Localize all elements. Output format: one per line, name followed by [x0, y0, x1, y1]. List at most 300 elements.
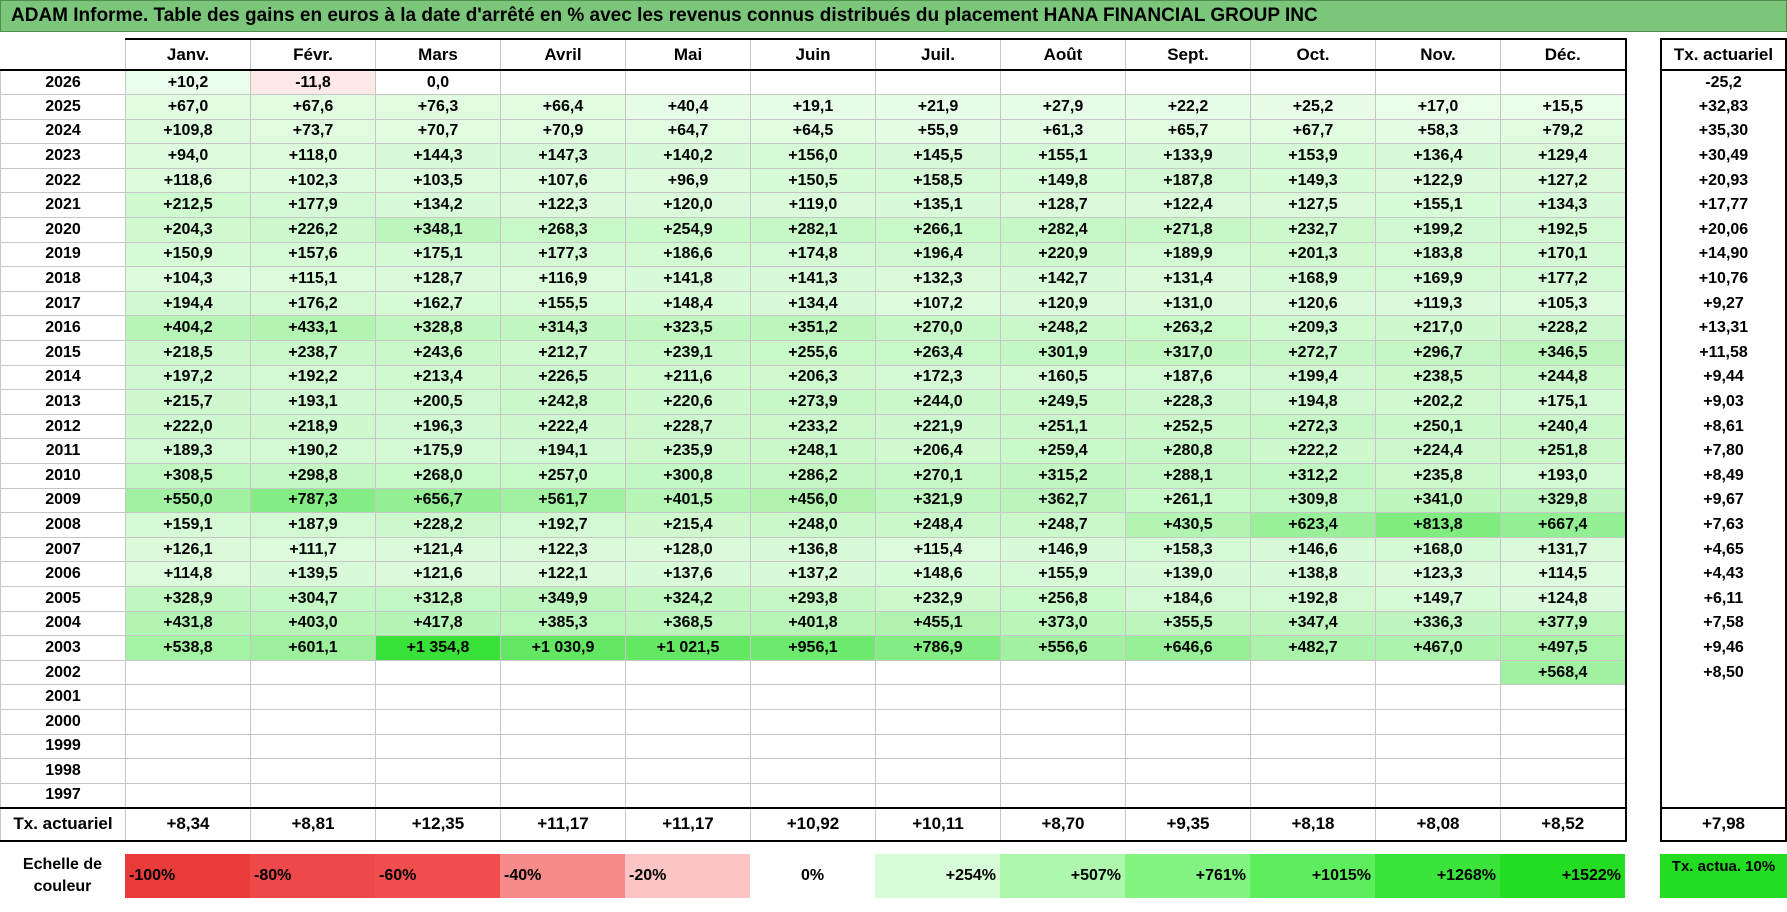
gain-cell [1376, 759, 1501, 784]
table-row [1, 562, 1626, 587]
gain-cell [1126, 70, 1251, 95]
gain-cell: +122,4 [1126, 193, 1251, 218]
gain-cell: +142,7 [1001, 267, 1126, 292]
gain-cell [626, 709, 751, 734]
gain-cell: +482,7 [1251, 636, 1376, 661]
gain-cell [1501, 70, 1626, 95]
gain-cell: +79,2 [1501, 119, 1626, 144]
gain-cell: +226,5 [501, 365, 626, 390]
tx-actuariel-value: +10,76 [1698, 270, 1749, 288]
table-row [1, 636, 1626, 661]
gain-cell [126, 783, 251, 808]
gain-cell: +467,0 [1376, 636, 1501, 661]
color-scale-legend [0, 850, 1787, 902]
gain-cell: +538,8 [126, 636, 251, 661]
gain-cell [1001, 709, 1126, 734]
gain-cell: +64,7 [626, 119, 751, 144]
gain-cell: +667,4 [1501, 513, 1626, 538]
gain-cell: +568,4 [1501, 660, 1626, 685]
gain-cell: +15,5 [1501, 95, 1626, 120]
gain-cell: +172,3 [876, 365, 1001, 390]
gain-cell [376, 685, 501, 710]
gain-cell: +183,8 [1376, 242, 1501, 267]
gain-cell: +304,7 [251, 586, 376, 611]
gain-cell: +193,1 [251, 390, 376, 415]
gain-cell: +268,3 [501, 218, 626, 243]
gain-cell: +222,4 [501, 414, 626, 439]
gain-cell: +175,1 [376, 242, 501, 267]
year-label: 2006 [1, 562, 126, 587]
gains-table [0, 38, 1627, 842]
gain-cell [501, 783, 626, 808]
gain-cell: +623,4 [1251, 513, 1376, 538]
gain-cell: +235,9 [626, 439, 751, 464]
table-row [1, 291, 1626, 316]
gain-cell: +206,4 [876, 439, 1001, 464]
table-row [1, 734, 1626, 759]
gain-cell [501, 759, 626, 784]
gain-cell: +102,3 [251, 168, 376, 193]
gain-cell: +341,0 [1376, 488, 1501, 513]
gain-cell: +107,6 [501, 168, 626, 193]
gain-cell: +403,0 [251, 611, 376, 636]
gain-cell [1501, 759, 1626, 784]
year-label: 2004 [1, 611, 126, 636]
gain-cell: +127,5 [1251, 193, 1376, 218]
footer-rate-cell: +12,35 [376, 808, 501, 841]
footer-rate-cell: +9,35 [1126, 808, 1251, 841]
gain-cell: +114,8 [126, 562, 251, 587]
tx-actuariel-value [1661, 734, 1786, 759]
gain-cell: +155,5 [501, 291, 626, 316]
footer-label: Tx. actuariel [1, 808, 126, 841]
gain-cell [1501, 783, 1626, 808]
gain-cell: +199,4 [1251, 365, 1376, 390]
gain-cell [751, 783, 876, 808]
gain-cell [1126, 783, 1251, 808]
gain-cell: +200,5 [376, 390, 501, 415]
gain-cell: +263,2 [1126, 316, 1251, 341]
gain-cell: +21,9 [876, 95, 1001, 120]
tx-actuariel-value: +7,58 [1703, 614, 1744, 632]
month-header: Août [1001, 39, 1126, 70]
gain-cell: +124,8 [1501, 586, 1626, 611]
gain-cell: +220,6 [626, 390, 751, 415]
gain-cell: +456,0 [751, 488, 876, 513]
gain-cell: +324,2 [626, 586, 751, 611]
gain-cell: +140,2 [626, 144, 751, 169]
gain-cell: +323,5 [626, 316, 751, 341]
year-label: 2010 [1, 464, 126, 489]
legend-swatch: 0% [750, 854, 875, 898]
gain-cell: +497,5 [1501, 636, 1626, 661]
month-header: Juil. [876, 39, 1001, 70]
gain-cell: +67,7 [1251, 119, 1376, 144]
gain-cell: +177,3 [501, 242, 626, 267]
tx-actuariel-value [1661, 685, 1786, 710]
table-row [1, 414, 1626, 439]
gain-cell: +286,2 [751, 464, 876, 489]
gain-cell: +956,1 [751, 636, 876, 661]
gain-cell: +257,0 [501, 464, 626, 489]
gain-cell: +192,2 [251, 365, 376, 390]
tx-actuariel-value: +35,30 [1698, 122, 1749, 140]
tx-actuariel-value: +30,49 [1698, 147, 1749, 165]
year-label: 2019 [1, 242, 126, 267]
year-label: 2018 [1, 267, 126, 292]
gain-cell: +362,7 [1001, 488, 1126, 513]
gain-cell: +401,5 [626, 488, 751, 513]
gain-cell: +128,7 [1001, 193, 1126, 218]
table-row [1, 586, 1626, 611]
gain-cell: +146,6 [1251, 537, 1376, 562]
gain-cell [1251, 70, 1376, 95]
gain-cell [876, 660, 1001, 685]
gain-cell [1376, 660, 1501, 685]
table-row [1, 365, 1626, 390]
gain-cell [251, 660, 376, 685]
gain-cell: +226,2 [251, 218, 376, 243]
gain-cell: +189,3 [126, 439, 251, 464]
gain-cell: +417,8 [376, 611, 501, 636]
gain-cell: +118,6 [126, 168, 251, 193]
gain-cell: +202,2 [1376, 390, 1501, 415]
month-header: Déc. [1501, 39, 1626, 70]
gain-cell: +141,8 [626, 267, 751, 292]
month-header: Oct. [1251, 39, 1376, 70]
gain-cell: +168,9 [1251, 267, 1376, 292]
gain-cell: +158,3 [1126, 537, 1251, 562]
table-row [1, 513, 1626, 538]
gain-cell [501, 734, 626, 759]
gain-cell [1376, 783, 1501, 808]
gain-cell: +141,3 [751, 267, 876, 292]
gain-cell: +228,3 [1126, 390, 1251, 415]
gain-cell: +131,0 [1126, 291, 1251, 316]
gain-cell: +404,2 [126, 316, 251, 341]
gain-cell: +656,7 [376, 488, 501, 513]
gain-cell: +134,2 [376, 193, 501, 218]
gain-cell [751, 660, 876, 685]
gain-cell: +168,0 [1376, 537, 1501, 562]
tx-actuariel-value: +32,83 [1698, 97, 1749, 115]
tx-actuariel-value: +20,93 [1698, 171, 1749, 189]
gain-cell: +10,2 [126, 70, 251, 95]
year-label: 2017 [1, 291, 126, 316]
gain-cell: +55,9 [876, 119, 1001, 144]
legend-swatch: +1015% [1250, 854, 1375, 898]
gain-cell: +228,2 [1501, 316, 1626, 341]
gain-cell [376, 734, 501, 759]
gain-cell: +280,8 [1126, 439, 1251, 464]
gain-cell: +244,8 [1501, 365, 1626, 390]
legend-actuarial-rate: Tx. actua. 10% [1660, 854, 1787, 898]
gain-cell [1126, 685, 1251, 710]
gain-cell: +251,8 [1501, 439, 1626, 464]
gain-cell: +187,9 [251, 513, 376, 538]
table-row [1, 144, 1626, 169]
gain-cell: +175,9 [376, 439, 501, 464]
footer-rate-cell: +8,18 [1251, 808, 1376, 841]
gain-cell: +268,0 [376, 464, 501, 489]
gain-cell: +321,9 [876, 488, 1001, 513]
gain-cell: +315,2 [1001, 464, 1126, 489]
gain-cell: +373,0 [1001, 611, 1126, 636]
gain-cell: +232,9 [876, 586, 1001, 611]
gain-cell: +193,0 [1501, 464, 1626, 489]
tx-actuariel-value: +8,49 [1703, 466, 1744, 484]
gain-cell: +215,4 [626, 513, 751, 538]
gain-cell [1376, 709, 1501, 734]
tx-actuariel-value: +11,58 [1699, 343, 1748, 361]
gain-cell: +347,4 [1251, 611, 1376, 636]
gain-cell: +115,4 [876, 537, 1001, 562]
gain-cell: +159,1 [126, 513, 251, 538]
table-row [1, 70, 1626, 95]
legend-swatch: -20% [625, 854, 750, 898]
gain-cell: +119,0 [751, 193, 876, 218]
gain-cell: +646,6 [1126, 636, 1251, 661]
gain-cell: +19,1 [751, 95, 876, 120]
table-row [1, 611, 1626, 636]
gain-cell: +296,7 [1376, 341, 1501, 366]
gain-cell: +433,1 [251, 316, 376, 341]
gain-cell: +385,3 [501, 611, 626, 636]
gain-cell: +196,3 [376, 414, 501, 439]
gain-cell: +215,7 [126, 390, 251, 415]
gain-cell: +309,8 [1251, 488, 1376, 513]
page-title: ADAM Informe. Table des gains en euros à la date d'arrêté en % avec les revenus connus distribués du placement HANA FINANCIAL GROUP INC [0, 0, 1787, 32]
gain-cell: +176,2 [251, 291, 376, 316]
gain-cell: +104,3 [126, 267, 251, 292]
gain-cell: +138,8 [1251, 562, 1376, 587]
gain-cell: +137,6 [626, 562, 751, 587]
gain-cell: +73,7 [251, 119, 376, 144]
gain-cell: +217,0 [1376, 316, 1501, 341]
gain-cell: +66,4 [501, 95, 626, 120]
gain-cell: +162,7 [376, 291, 501, 316]
gain-cell [251, 783, 376, 808]
legend-swatch: -80% [250, 854, 375, 898]
gain-cell [126, 734, 251, 759]
gain-cell: +239,1 [626, 341, 751, 366]
color-scale-label: Echelle de couleur [22, 856, 103, 895]
gain-cell [1001, 70, 1126, 95]
gain-cell: +308,5 [126, 464, 251, 489]
footer-rate-cell: +10,92 [751, 808, 876, 841]
gain-cell [876, 734, 1001, 759]
year-label: 2022 [1, 168, 126, 193]
gain-cell: +240,4 [1501, 414, 1626, 439]
gain-cell [126, 709, 251, 734]
gain-cell [251, 759, 376, 784]
gain-cell: +349,9 [501, 586, 626, 611]
gain-cell [626, 759, 751, 784]
month-header: Mars [376, 39, 501, 70]
gain-cell: +431,8 [126, 611, 251, 636]
gain-cell: +252,5 [1126, 414, 1251, 439]
gain-cell [1126, 709, 1251, 734]
gain-cell [751, 70, 876, 95]
gain-cell [626, 70, 751, 95]
gain-cell [501, 685, 626, 710]
gain-cell: +133,9 [1126, 144, 1251, 169]
table-row [1, 390, 1626, 415]
gain-cell [1501, 709, 1626, 734]
footer-rate-cell: +8,52 [1501, 808, 1626, 841]
gain-cell: +266,1 [876, 218, 1001, 243]
gain-cell: +288,1 [1126, 464, 1251, 489]
gain-cell: +61,3 [1001, 119, 1126, 144]
gain-cell [1126, 660, 1251, 685]
gain-cell: +144,3 [376, 144, 501, 169]
gain-cell: +120,9 [1001, 291, 1126, 316]
gain-cell: +192,7 [501, 513, 626, 538]
gain-cell: +149,7 [1376, 586, 1501, 611]
gain-cell: +175,1 [1501, 390, 1626, 415]
tx-actuariel-value: +8,50 [1703, 663, 1744, 681]
footer-rate-cell: +8,08 [1376, 808, 1501, 841]
gain-cell [376, 709, 501, 734]
gain-cell [876, 685, 1001, 710]
year-label: 2025 [1, 95, 126, 120]
tx-actuariel-value: +8,61 [1703, 417, 1744, 435]
year-label: 2015 [1, 341, 126, 366]
gain-cell: +368,5 [626, 611, 751, 636]
gain-cell: +114,5 [1501, 562, 1626, 587]
gain-cell [1126, 759, 1251, 784]
gain-cell [1501, 685, 1626, 710]
gain-cell: +328,8 [376, 316, 501, 341]
gain-cell: +120,0 [626, 193, 751, 218]
gain-cell [626, 783, 751, 808]
tx-actuariel-value: -25,2 [1705, 73, 1742, 91]
table-row [1, 439, 1626, 464]
gain-cell: +377,9 [1501, 611, 1626, 636]
gain-cell [626, 734, 751, 759]
gain-cell: +134,4 [751, 291, 876, 316]
gain-cell: +197,2 [126, 365, 251, 390]
gain-cell: +40,4 [626, 95, 751, 120]
year-label: 2024 [1, 119, 126, 144]
gain-cell: +218,9 [251, 414, 376, 439]
gain-cell: +248,7 [1001, 513, 1126, 538]
gain-cell: +300,8 [626, 464, 751, 489]
gain-cell: +65,7 [1126, 119, 1251, 144]
header-corner [1, 39, 126, 70]
gain-cell [1001, 759, 1126, 784]
gain-cell: +301,9 [1001, 341, 1126, 366]
year-label: 2008 [1, 513, 126, 538]
gain-cell: +58,3 [1376, 119, 1501, 144]
gain-cell: -11,8 [251, 70, 376, 95]
gain-cell [251, 709, 376, 734]
gain-cell: +139,5 [251, 562, 376, 587]
tx-actuariel-value: +9,44 [1703, 368, 1744, 386]
month-header: Avril [501, 39, 626, 70]
gain-cell: +298,8 [251, 464, 376, 489]
gain-cell: 0,0 [376, 70, 501, 95]
gain-cell: +155,9 [1001, 562, 1126, 587]
gain-cell [1251, 734, 1376, 759]
gain-cell: +135,1 [876, 193, 1001, 218]
gain-cell [501, 660, 626, 685]
footer-rate-cell: +11,17 [501, 808, 626, 841]
gain-cell: +157,6 [251, 242, 376, 267]
gain-cell: +601,1 [251, 636, 376, 661]
gain-cell: +312,8 [376, 586, 501, 611]
gain-cell: +256,8 [1001, 586, 1126, 611]
gain-cell: +282,1 [751, 218, 876, 243]
tx-actuariel-value: +9,46 [1703, 638, 1744, 656]
gain-cell: +561,7 [501, 488, 626, 513]
tx-actuariel-value: +9,27 [1703, 294, 1744, 312]
gain-cell: +64,5 [751, 119, 876, 144]
year-label: 2026 [1, 70, 126, 95]
year-label: 2002 [1, 660, 126, 685]
gain-cell: +455,1 [876, 611, 1001, 636]
gain-cell: +134,3 [1501, 193, 1626, 218]
year-label: 2012 [1, 414, 126, 439]
gain-cell: +116,9 [501, 267, 626, 292]
tx-actuariel-value [1661, 783, 1786, 808]
tx-actuariel-value: +7,80 [1703, 442, 1744, 460]
gain-cell: +270,0 [876, 316, 1001, 341]
month-header: Mai [626, 39, 751, 70]
gain-cell: +145,5 [876, 144, 1001, 169]
table-row [1, 242, 1626, 267]
table-row [1, 218, 1626, 243]
gain-cell: +314,3 [501, 316, 626, 341]
gain-cell: +67,6 [251, 95, 376, 120]
gain-cell [751, 709, 876, 734]
footer-rate-cell: +8,81 [251, 808, 376, 841]
gain-cell: +131,7 [1501, 537, 1626, 562]
table-row [1, 119, 1626, 144]
tx-actuariel-value: +20,06 [1698, 220, 1749, 238]
gain-cell: +786,9 [876, 636, 1001, 661]
legend-swatch: +507% [1000, 854, 1125, 898]
table-row [1, 267, 1626, 292]
gain-cell: +174,8 [751, 242, 876, 267]
gain-cell: +25,2 [1251, 95, 1376, 120]
footer-rate-cell: +8,70 [1001, 808, 1126, 841]
gain-cell: +122,3 [501, 537, 626, 562]
gain-cell: +121,6 [376, 562, 501, 587]
gain-cell [876, 709, 1001, 734]
legend-swatch: -60% [375, 854, 500, 898]
gain-cell [126, 685, 251, 710]
gain-cell: +328,9 [126, 586, 251, 611]
gain-cell: +271,8 [1126, 218, 1251, 243]
actuarial-rate-column [1660, 38, 1787, 842]
gain-cell: +254,9 [626, 218, 751, 243]
gain-cell [1001, 783, 1126, 808]
gain-cell: +228,7 [626, 414, 751, 439]
gain-cell [1251, 783, 1376, 808]
gain-cell: +128,0 [626, 537, 751, 562]
gain-cell [1001, 734, 1126, 759]
month-header: Sept. [1126, 39, 1251, 70]
year-label: 2013 [1, 390, 126, 415]
year-label: 2016 [1, 316, 126, 341]
gain-cell: +232,7 [1251, 218, 1376, 243]
table-row [1, 341, 1626, 366]
gain-cell: +103,5 [376, 168, 501, 193]
table-row [1, 537, 1626, 562]
gain-cell: +813,8 [1376, 513, 1501, 538]
gain-cell: +238,5 [1376, 365, 1501, 390]
